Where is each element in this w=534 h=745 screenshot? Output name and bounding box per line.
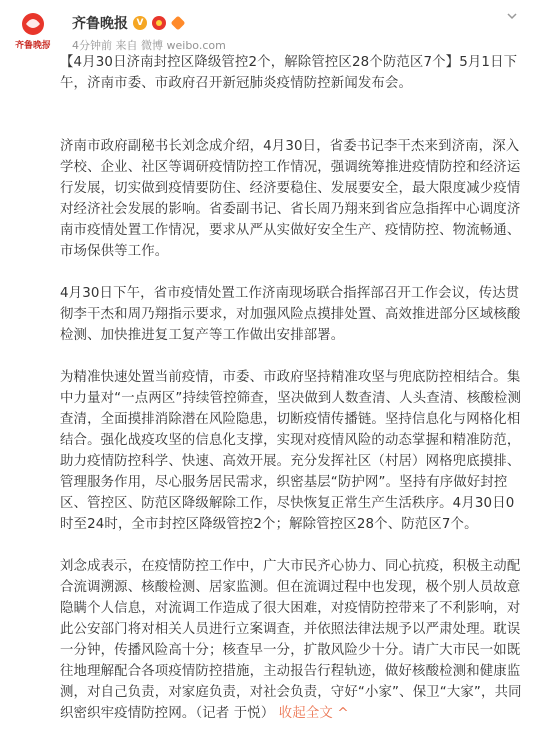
post-header [0,0,534,60]
collapse-link[interactable] [279,706,349,721]
collapse-arrow-icon: ^ [337,706,349,721]
post-paragraph: 4月30日下午，省市疫情处置工作济南现场联合指挥部召开工作会议，传达贯彻李干杰和周乃翔指示要求，对加强风险点摸排处置、高效推进部分区域核酸检测、加快推进复工复产等工作做出安排部署。 [60,286,521,343]
avatar[interactable] [10,8,56,54]
post-time[interactable]: 4分钟前 [72,39,112,52]
gem-badge-icon [171,16,186,31]
post-paragraph: 【4月30日济南封控区降级管控2个，解除管控区28个防范区7个】5月1日下午，济南市委、市政府召开新冠肺炎疫情防控新闻发布会。 [60,55,518,91]
collapse-label: 收起全文 [278,706,333,721]
post-paragraph-last [60,556,526,724]
author-name[interactable]: 齐鲁晚报 [72,16,128,32]
avatar-logo-icon [10,8,56,54]
post-content [60,52,526,745]
post-meta [72,37,226,53]
source-prefix: 来自 [115,39,138,52]
author-row [72,13,185,33]
post-source[interactable]: 微博 weibo.com [141,39,226,52]
sun-badge-icon [152,16,166,30]
verified-v-icon [133,16,147,30]
post-paragraph-text: 刘念成表示，在疫情防控工作中，广大市民齐心协力、同心抗疫，积极主动配合流调溯源、核酸检测、居家监测。但在流调过程中也发现，极个别人员故意隐瞒个人信息，对流调工作造成了很大困难，对疫情防控带来了不利影响，对此公安部门将对相关人员进行立案调查，并依照法律法规予以严肃处理。耽误一分钟，传播风险高十分；核查早一分，扩散风险少十分。请广大市民一如既往地理解配合各项疫情防控措施，主动报告行程轨迹，做好核酸检测和健康监测，对自己负责，对家庭负责，对社会负责，守好“小家”、保卫“大家”，共同织密织牢疫情防控网。（记者 于悦） [60,559,522,721]
avatar-label: 齐鲁晚报 [14,41,52,51]
chevron-down-icon[interactable] [506,10,518,22]
post-paragraph: 为精准快速处置当前疫情，市委、市政府坚持精准攻坚与兜底防控相结合。集中力量对“一点两区”持续管控筛查，坚决做到人数查清、人头查清、核酸检测查清，全面摸排消除潜在风险隐患，切断疫情传播链。坚持信息化与网格化相结合。强化战疫攻坚的信息化支撑，实现对疫情风险的动态掌握和精准防范，助力疫情防控科学、快速、高效开展。充分发挥社区（村居）网格兜底摸排、管理服务作用，尽心服务居民需求，织密基层“防护网”。坚持有序做好封控区、管控区、防范区降级解除工作，尽快恢复正常生产生活秩序。4月30日0时至24时，全市封控区降级管控2个；解除管控区28个、防范区7个。 [60,370,522,532]
post-paragraph: 济南市政府副秘书长刘念成介绍，4月30日，省委书记李干杰来到济南，深入学校、企业、社区等调研疫情防控工作情况，强调统筹推进疫情防控和经济运行发展，切实做到疫情要防住、经济要稳住、发展要安全，最大限度减少疫情对经济社会发展的影响。省委副书记、省长周乃翔来到省应急指挥中心调度济南市疫情处置工作情况，要求从严从实做好安全生产、疫情防控、物流畅通、市场保供等工作。 [60,139,521,259]
